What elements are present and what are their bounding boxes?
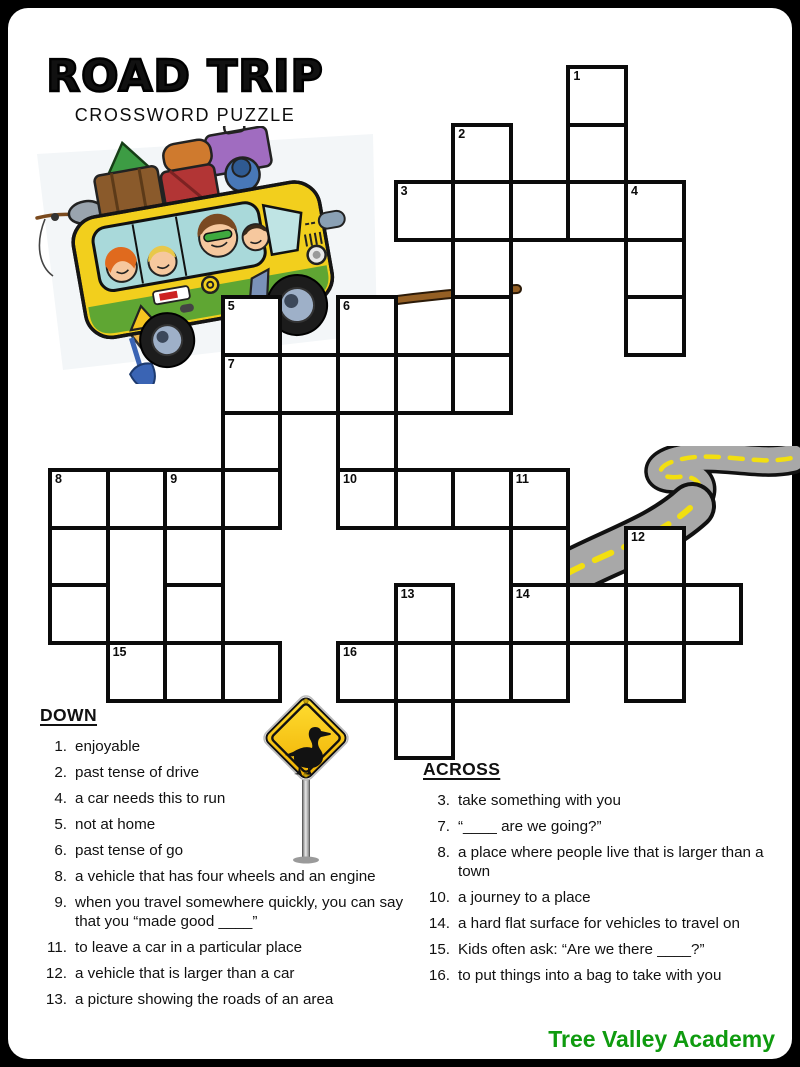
clue-item (40, 841, 432, 860)
crossword-cell[interactable] (163, 583, 225, 645)
crossword-cell[interactable] (451, 123, 513, 185)
clue-number: 13. (45, 991, 67, 1008)
clue-text: a picture showing the roads of an area (75, 991, 334, 1008)
clue-item (40, 867, 432, 886)
cell-number: 1 (573, 69, 581, 83)
cell-number: 13 (400, 587, 415, 602)
clue-text: past tense of go (75, 842, 184, 859)
crossword-cell[interactable] (624, 238, 686, 300)
crossword-cell[interactable] (566, 180, 628, 242)
cell-number: 8 (55, 472, 62, 487)
clue-item (423, 817, 789, 836)
crossword-cell[interactable] (163, 468, 225, 530)
clue-text: to put things into a bag to take with you (458, 967, 722, 984)
crossword-cell[interactable] (221, 468, 283, 530)
clue-item (40, 964, 432, 983)
crossword-cell[interactable] (451, 180, 513, 242)
crossword-cell[interactable] (509, 641, 571, 703)
crossword-cell[interactable] (509, 180, 571, 242)
across-heading: ACROSS (423, 759, 501, 779)
crossword-cell[interactable] (48, 468, 110, 530)
brand-footer: Tree Valley Academy (548, 1026, 775, 1052)
crossword-cell[interactable] (163, 526, 225, 588)
clue-item (423, 914, 789, 933)
crossword-cell[interactable] (624, 641, 686, 703)
crossword-cell[interactable] (509, 526, 571, 588)
clue-text: take something with you (458, 792, 621, 809)
clue-text: not at home (75, 816, 156, 833)
clue-item (40, 763, 432, 782)
crossword-cell[interactable] (624, 295, 686, 357)
crossword-cell[interactable] (566, 65, 628, 127)
clue-number: 7. (437, 818, 450, 835)
clue-number: 11. (47, 939, 67, 956)
clue-item (423, 888, 789, 907)
cell-number: 15 (112, 645, 127, 659)
crossword-cell[interactable] (278, 353, 340, 415)
clue-text: past tense of drive (75, 764, 200, 781)
cell-number: 4 (631, 184, 638, 199)
cell-number: 14 (515, 587, 530, 602)
clue-item (40, 737, 432, 756)
crossword-cell[interactable] (682, 583, 744, 645)
clue-item (40, 893, 432, 931)
crossword-cell[interactable] (336, 295, 398, 357)
clue-number: 3. (437, 792, 450, 809)
clue-number: 12. (45, 965, 67, 982)
clue-number: 6. (54, 842, 67, 859)
crossword-cell[interactable] (566, 583, 628, 645)
clue-text: enjoyable (75, 738, 141, 755)
crossword-cell[interactable] (106, 641, 168, 703)
clue-number: 2. (54, 764, 67, 781)
crossword-cell[interactable] (106, 468, 168, 530)
cell-number: 10 (343, 472, 357, 487)
crossword-cell[interactable] (451, 468, 513, 530)
crossword-cell[interactable] (624, 583, 686, 645)
clue-text: a car needs this to run (75, 790, 226, 807)
crossword-cell[interactable] (451, 238, 513, 300)
crossword-cell[interactable] (221, 295, 283, 357)
cell-number: 2 (458, 126, 466, 141)
clue-number: 4. (54, 790, 67, 807)
crossword-cell[interactable] (451, 353, 513, 415)
crossword-cell[interactable] (336, 411, 398, 473)
clue-number: 1. (54, 738, 67, 755)
crossword-cell[interactable] (336, 353, 398, 415)
clue-number: 8. (437, 844, 450, 861)
down-heading: DOWN (40, 705, 98, 725)
clue-number: 8. (54, 868, 67, 885)
crossword-cell[interactable] (221, 411, 283, 473)
clue-item (40, 938, 432, 957)
clue-item (423, 940, 789, 959)
clue-item (423, 966, 789, 985)
cell-number: 7 (227, 357, 235, 371)
crossword-cell[interactable] (336, 468, 398, 530)
crossword-cell[interactable] (451, 295, 513, 357)
crossword-cell[interactable] (394, 180, 456, 242)
crossword-cell[interactable] (394, 353, 456, 415)
clue-item (40, 990, 432, 1009)
clue-item (40, 815, 432, 834)
cell-number: 9 (170, 472, 178, 487)
clue-number: 10. (428, 889, 450, 906)
crossword-cell[interactable] (394, 641, 456, 703)
clue-text: a place where people live that is larger than a town (458, 844, 764, 880)
cell-number: 12 (631, 529, 645, 544)
crossword-cell[interactable] (394, 468, 456, 530)
cell-number: 5 (227, 299, 235, 314)
clue-text: to leave a car in a particular place (75, 939, 303, 956)
across-clues (423, 759, 789, 992)
clue-item (423, 843, 789, 881)
clue-text: a hard flat surface for vehicles to travel on (458, 915, 740, 932)
crossword-cell[interactable] (163, 641, 225, 703)
cell-number: 6 (343, 299, 350, 314)
cell-number: 3 (400, 184, 408, 199)
page-title: ROAD TRIP (46, 51, 324, 102)
clue-item (40, 789, 432, 808)
clue-number: 15. (428, 941, 450, 958)
crossword-cell[interactable] (624, 526, 686, 588)
crossword-cell[interactable] (106, 526, 168, 645)
clue-text: “____ are we going?” (458, 818, 602, 835)
crossword-cell[interactable] (566, 123, 628, 185)
crossword-cell[interactable] (509, 583, 571, 645)
clue-text: a vehicle that has four wheels and an engine (75, 868, 376, 885)
clue-number: 16. (428, 967, 450, 984)
crossword-cell[interactable] (221, 641, 283, 703)
clue-number: 14. (428, 915, 450, 932)
clue-text: a vehicle that is larger than a car (75, 965, 295, 982)
header (35, 52, 335, 126)
cell-number: 11 (515, 472, 530, 487)
crossword-cell[interactable] (48, 526, 110, 588)
crossword-cell[interactable] (48, 583, 110, 645)
cell-number: 16 (343, 645, 357, 659)
crossword-cell[interactable] (624, 180, 686, 242)
clue-item (423, 791, 789, 810)
page-subtitle: CROSSWORD PUZZLE (74, 105, 296, 125)
down-clues (40, 705, 432, 1016)
clue-number: 5. (54, 816, 67, 833)
clue-text: when you travel somewhere quickly, you can say that you “made good ____” (75, 894, 404, 930)
crossword-cell[interactable] (509, 468, 571, 530)
clue-text: a journey to a place (458, 889, 591, 906)
packed-family-van-illustration (25, 126, 380, 384)
clue-number: 9. (54, 894, 67, 911)
crossword-cell[interactable] (451, 641, 513, 703)
clue-text: Kids often ask: “Are we there ____?” (458, 941, 705, 958)
crossword-cell[interactable] (336, 641, 398, 703)
crossword-cell[interactable] (394, 583, 456, 645)
crossword-cell[interactable] (221, 353, 283, 415)
